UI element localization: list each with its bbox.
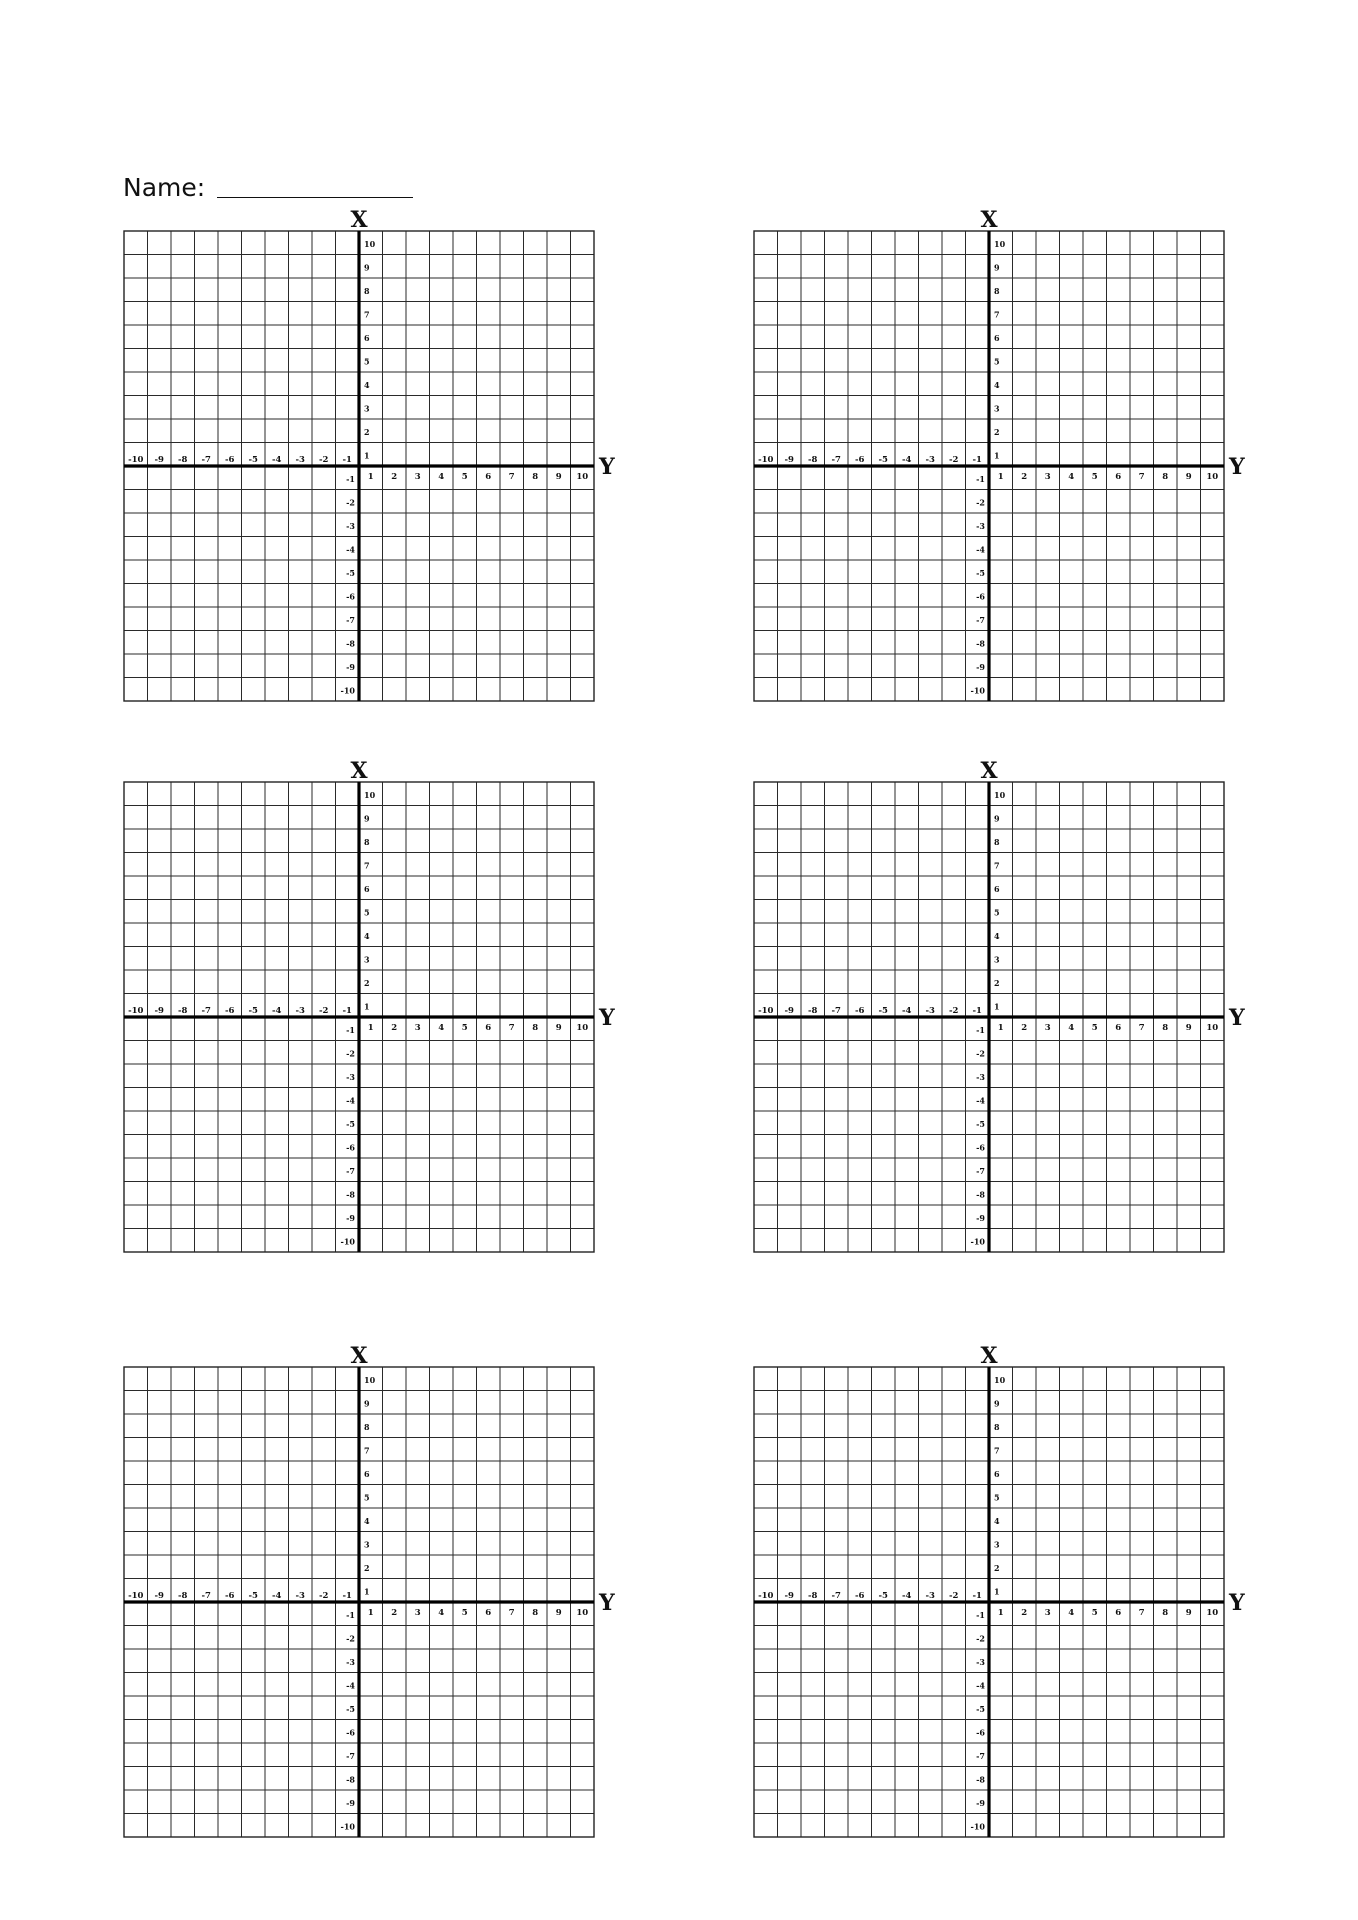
y-tick-label: -8 [976,638,985,649]
vertical-axis-label: X [980,207,998,233]
x-tick-label: 6 [485,1608,492,1618]
y-tick-label: 3 [994,403,1000,414]
x-tick-label: 5 [461,472,468,482]
x-tick-label: -10 [758,1591,774,1601]
y-tick-label: 3 [364,1539,370,1550]
x-tick-label: 9 [555,1023,562,1033]
y-tick-label: -8 [976,1774,985,1785]
x-tick-label: 7 [1138,1023,1145,1033]
y-tick-label: 4 [994,930,1000,941]
y-tick-label: -1 [346,1609,355,1620]
x-tick-label: 2 [391,472,398,482]
x-tick-label: 10 [1206,472,1219,482]
x-tick-label: 10 [576,1023,589,1033]
x-tick-label: 5 [1091,1608,1098,1618]
vertical-axis-label: X [350,1343,368,1369]
y-tick-label: -7 [346,1750,355,1761]
y-tick-label: 5 [994,356,1000,367]
x-tick-label: 7 [1138,472,1145,482]
y-tick-label: -9 [976,1212,985,1223]
y-tick-label: -3 [346,1071,355,1082]
x-tick-label: 4 [438,472,445,482]
x-tick-label: 1 [997,472,1004,482]
y-tick-label: 5 [994,907,1000,918]
vertical-axis-label: X [350,758,368,784]
x-tick-label: 2 [1021,472,1028,482]
y-tick-label: -5 [976,567,985,578]
x-tick-label: 8 [532,1608,539,1618]
x-tick-label: -8 [808,1591,818,1601]
y-tick-label: 10 [364,238,376,249]
y-tick-label: -5 [346,1118,355,1129]
y-tick-label: -7 [976,1165,985,1176]
y-tick-label: -2 [346,1633,355,1644]
y-tick-label: 2 [364,1562,370,1573]
x-tick-label: 9 [1185,1023,1192,1033]
x-tick-label: -1 [972,1006,982,1016]
x-tick-label: 3 [414,472,421,482]
y-tick-label: -7 [346,1165,355,1176]
x-tick-label: -2 [949,455,959,465]
y-tick-label: 8 [994,1421,1000,1432]
x-tick-label: -1 [342,1006,352,1016]
x-tick-label: -9 [154,455,164,465]
x-tick-label: -4 [902,455,912,465]
x-tick-label: -6 [225,1006,235,1016]
x-tick-label: 9 [555,472,562,482]
y-tick-label: -9 [346,661,355,672]
x-tick-label: -9 [154,1591,164,1601]
x-tick-label: -10 [128,1591,144,1601]
y-tick-label: -1 [346,473,355,484]
x-tick-label: 4 [438,1023,445,1033]
x-tick-label: -5 [878,1006,888,1016]
y-tick-label: 2 [994,977,1000,988]
x-tick-label: -8 [808,455,818,465]
y-tick-label: -4 [346,1680,355,1691]
x-tick-label: -3 [925,1591,935,1601]
coordinate-grid-6 [754,1343,1245,1837]
y-tick-label: -5 [976,1703,985,1714]
x-tick-label: 9 [1185,1608,1192,1618]
y-tick-label: -10 [970,685,985,696]
x-tick-label: 4 [1068,1608,1075,1618]
y-tick-label: 7 [364,309,370,320]
y-tick-label: 8 [994,836,1000,847]
y-tick-label: 9 [994,1398,1000,1409]
x-tick-label: -1 [972,1591,982,1601]
y-tick-label: -4 [346,1095,355,1106]
x-tick-label: -8 [178,455,188,465]
x-tick-label: -10 [128,1006,144,1016]
y-tick-label: -6 [346,1727,355,1738]
x-tick-label: 2 [391,1023,398,1033]
x-tick-label: -6 [225,1591,235,1601]
x-tick-label: -5 [248,1591,258,1601]
vertical-axis-label: X [350,207,368,233]
coordinate-grid-3 [124,758,615,1252]
horizontal-axis-label: Y [1229,454,1245,480]
y-tick-label: -7 [976,614,985,625]
y-tick-label: -6 [976,1142,985,1153]
x-tick-label: 1 [997,1608,1004,1618]
y-tick-label: 7 [364,860,370,871]
x-tick-label: 4 [1068,1023,1075,1033]
y-tick-label: -7 [346,614,355,625]
y-tick-label: 9 [364,262,370,273]
y-tick-label: -1 [976,1609,985,1620]
horizontal-axis-label: Y [599,1590,615,1616]
y-tick-label: 6 [364,332,370,343]
coordinate-grid-4 [754,758,1245,1252]
vertical-axis-label: X [980,758,998,784]
y-tick-label: 6 [994,1468,1000,1479]
x-tick-label: 2 [391,1608,398,1618]
y-tick-label: 6 [364,883,370,894]
x-tick-label: 3 [1044,1023,1051,1033]
y-tick-label: 6 [994,883,1000,894]
y-tick-label: -8 [346,638,355,649]
x-tick-label: -9 [154,1006,164,1016]
x-tick-label: 7 [508,1608,515,1618]
y-tick-label: 9 [364,813,370,824]
y-tick-label: -5 [976,1118,985,1129]
coordinate-grid-5 [124,1343,615,1837]
x-tick-label: 8 [1162,472,1169,482]
y-tick-label: 7 [994,1445,1000,1456]
y-tick-label: 2 [994,426,1000,437]
x-tick-label: -2 [949,1006,959,1016]
x-tick-label: 3 [414,1608,421,1618]
y-tick-label: 7 [994,860,1000,871]
y-tick-label: -4 [976,544,985,555]
y-tick-label: -2 [976,497,985,508]
x-tick-label: -5 [878,455,888,465]
x-tick-label: -7 [201,1006,211,1016]
vertical-axis-label: X [980,1343,998,1369]
y-tick-label: 2 [994,1562,1000,1573]
x-tick-label: 7 [1138,1608,1145,1618]
x-tick-label: -6 [855,1591,865,1601]
coordinate-grid-1 [124,207,615,701]
x-tick-label: -1 [342,455,352,465]
x-tick-label: -8 [178,1006,188,1016]
y-tick-label: -3 [346,1656,355,1667]
y-tick-label: 2 [364,977,370,988]
x-tick-label: 7 [508,1023,515,1033]
y-tick-label: -10 [970,1236,985,1247]
x-tick-label: 10 [1206,1023,1219,1033]
x-tick-label: -5 [248,1006,258,1016]
y-tick-label: -9 [346,1797,355,1808]
x-tick-label: -10 [758,1006,774,1016]
y-tick-label: -6 [976,1727,985,1738]
y-tick-label: -6 [346,1142,355,1153]
y-tick-label: 1 [994,1586,1000,1597]
y-tick-label: -4 [976,1095,985,1106]
x-tick-label: 5 [461,1023,468,1033]
x-tick-label: -4 [272,1591,282,1601]
x-tick-label: 9 [555,1608,562,1618]
x-tick-label: 8 [532,472,539,482]
x-tick-label: -3 [925,1006,935,1016]
horizontal-axis-label: Y [599,454,615,480]
horizontal-axis-label: Y [599,1005,615,1031]
y-tick-label: -10 [970,1821,985,1832]
y-tick-label: 8 [364,836,370,847]
x-tick-label: 10 [576,1608,589,1618]
x-tick-label: -9 [784,1591,794,1601]
x-tick-label: -4 [902,1591,912,1601]
x-tick-label: -7 [831,1591,841,1601]
x-tick-label: -7 [201,1591,211,1601]
y-tick-label: 6 [994,332,1000,343]
y-tick-label: 1 [994,1001,1000,1012]
y-tick-label: -3 [976,520,985,531]
y-tick-label: -2 [976,1633,985,1644]
y-tick-label: 1 [994,450,1000,461]
y-tick-label: 4 [994,379,1000,390]
x-tick-label: 9 [1185,472,1192,482]
y-tick-label: -1 [976,473,985,484]
name-label: Name: [123,173,206,202]
y-tick-label: 10 [994,789,1006,800]
x-tick-label: 6 [1115,1608,1122,1618]
x-tick-label: 1 [997,1023,1004,1033]
x-tick-label: -10 [128,455,144,465]
y-tick-label: -4 [976,1680,985,1691]
y-tick-label: 8 [364,285,370,296]
y-tick-label: 4 [994,1515,1000,1526]
y-tick-label: 7 [364,1445,370,1456]
y-tick-label: 9 [364,1398,370,1409]
x-tick-label: -9 [784,1006,794,1016]
y-tick-label: 4 [364,1515,370,1526]
y-tick-label: -1 [346,1024,355,1035]
x-tick-label: -2 [319,1591,329,1601]
y-tick-label: -2 [346,497,355,508]
y-tick-label: 1 [364,450,370,461]
x-tick-label: -8 [808,1006,818,1016]
x-tick-label: -6 [855,1006,865,1016]
x-tick-label: -5 [878,1591,888,1601]
x-tick-label: -10 [758,455,774,465]
y-tick-label: 4 [364,379,370,390]
x-tick-label: -8 [178,1591,188,1601]
y-tick-label: 10 [994,1374,1006,1385]
x-tick-label: 4 [438,1608,445,1618]
x-tick-label: 1 [367,472,374,482]
y-tick-label: -6 [346,591,355,602]
x-tick-label: 1 [367,1608,374,1618]
x-tick-label: 4 [1068,472,1075,482]
y-tick-label: 5 [364,1492,370,1503]
y-tick-label: -2 [976,1048,985,1059]
y-tick-label: -5 [346,1703,355,1714]
x-tick-label: 6 [485,1023,492,1033]
y-tick-label: 3 [364,954,370,965]
x-tick-label: 3 [414,1023,421,1033]
y-tick-label: 10 [364,1374,376,1385]
x-tick-label: -4 [272,1006,282,1016]
x-tick-label: -3 [295,1006,305,1016]
y-tick-label: 4 [364,930,370,941]
x-tick-label: 5 [1091,472,1098,482]
x-tick-label: -9 [784,455,794,465]
horizontal-axis-label: Y [1229,1005,1245,1031]
x-tick-label: -1 [342,1591,352,1601]
x-tick-label: -6 [855,455,865,465]
x-tick-label: 2 [1021,1608,1028,1618]
y-tick-label: -9 [346,1212,355,1223]
y-tick-label: 10 [994,238,1006,249]
y-tick-label: -9 [976,1797,985,1808]
y-tick-label: -6 [976,591,985,602]
y-tick-label: -10 [340,1821,355,1832]
horizontal-axis-label: Y [1229,1590,1245,1616]
x-tick-label: -4 [902,1006,912,1016]
y-tick-label: -9 [976,661,985,672]
y-tick-label: 5 [364,907,370,918]
y-tick-label: 10 [364,789,376,800]
x-tick-label: -3 [925,455,935,465]
y-tick-label: 5 [994,1492,1000,1503]
y-tick-label: 9 [994,262,1000,273]
y-tick-label: 1 [364,1001,370,1012]
y-tick-label: -3 [976,1656,985,1667]
y-tick-label: 8 [364,1421,370,1432]
x-tick-label: 1 [367,1023,374,1033]
y-tick-label: 3 [364,403,370,414]
coordinate-grid-2 [754,207,1245,701]
x-tick-label: 6 [1115,472,1122,482]
y-tick-label: 2 [364,426,370,437]
y-tick-label: -7 [976,1750,985,1761]
x-tick-label: 6 [1115,1023,1122,1033]
y-tick-label: -5 [346,567,355,578]
y-tick-label: -3 [976,1071,985,1082]
y-tick-label: -10 [340,1236,355,1247]
y-tick-label: 8 [994,285,1000,296]
x-tick-label: 8 [532,1023,539,1033]
x-tick-label: 10 [1206,1608,1219,1618]
x-tick-label: 8 [1162,1608,1169,1618]
y-tick-label: -4 [346,544,355,555]
y-tick-label: -8 [346,1774,355,1785]
y-tick-label: -3 [346,520,355,531]
y-tick-label: 3 [994,954,1000,965]
y-tick-label: -2 [346,1048,355,1059]
x-tick-label: -7 [201,455,211,465]
x-tick-label: -3 [295,455,305,465]
x-tick-label: -2 [319,1006,329,1016]
x-tick-label: 8 [1162,1023,1169,1033]
x-tick-label: -7 [831,1006,841,1016]
x-tick-label: -4 [272,455,282,465]
x-tick-label: 10 [576,472,589,482]
y-tick-label: -8 [976,1189,985,1200]
x-tick-label: 3 [1044,1608,1051,1618]
x-tick-label: 5 [1091,1023,1098,1033]
x-tick-label: 3 [1044,472,1051,482]
x-tick-label: 2 [1021,1023,1028,1033]
x-tick-label: -1 [972,455,982,465]
y-tick-label: 3 [994,1539,1000,1550]
y-tick-label: 7 [994,309,1000,320]
x-tick-label: -5 [248,455,258,465]
y-tick-label: 1 [364,1586,370,1597]
y-tick-label: -8 [346,1189,355,1200]
y-tick-label: 5 [364,356,370,367]
x-tick-label: 7 [508,472,515,482]
y-tick-label: -10 [340,685,355,696]
x-tick-label: 6 [485,472,492,482]
x-tick-label: -3 [295,1591,305,1601]
x-tick-label: -7 [831,455,841,465]
x-tick-label: 5 [461,1608,468,1618]
x-tick-label: -2 [949,1591,959,1601]
x-tick-label: -2 [319,455,329,465]
x-tick-label: -6 [225,455,235,465]
y-tick-label: -1 [976,1024,985,1035]
y-tick-label: 6 [364,1468,370,1479]
y-tick-label: 9 [994,813,1000,824]
